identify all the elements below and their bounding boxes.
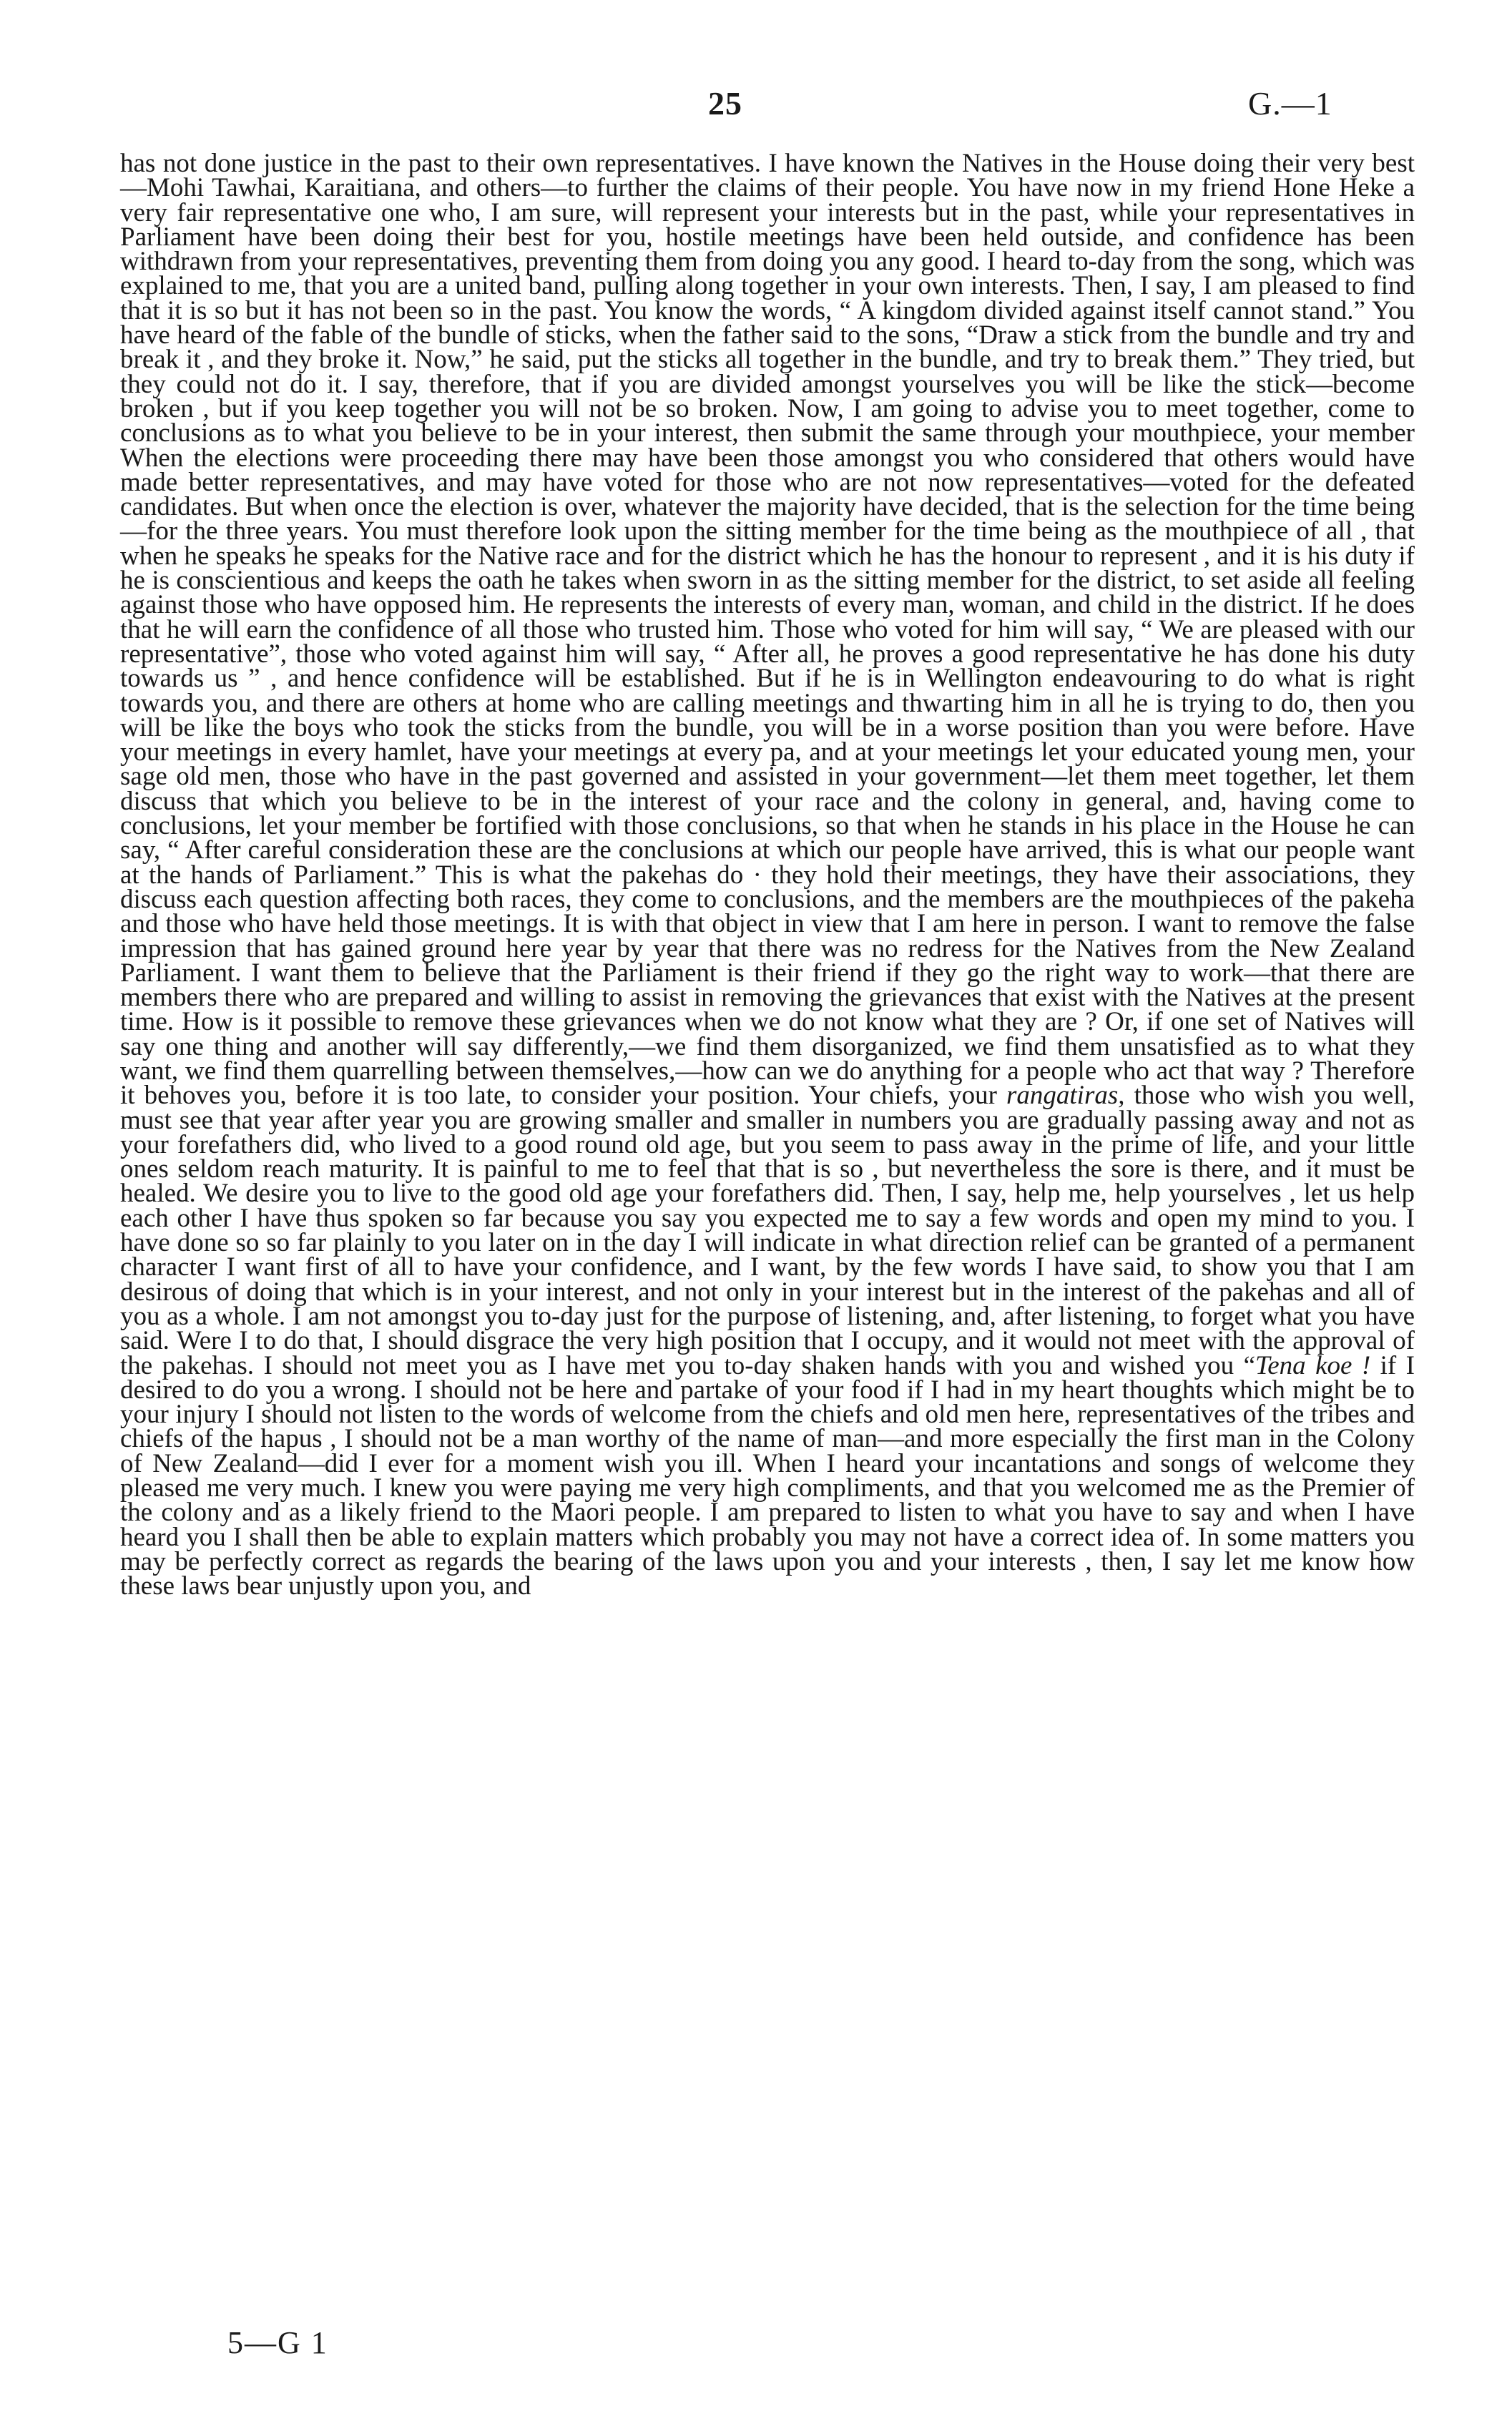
page-number: 25 <box>708 85 742 122</box>
printer-signature-mark: 5—G 1 <box>227 2325 328 2360</box>
body-segment-1: has not done justice in the past to their own representatives. I have known the Natives in the House doing their very best—Mohi Tawhai, Karaitiana, and others—to further the claims of their people. You have now in my friend Hone Heke a very fair representative one who, I am sure, will represent your interests but in the past, while your representatives in Parliament have been doing their best for you, hostile meetings have been held outside, and confidence has been withdrawn from your representatives, preventing them from doing you any good. I heard to-day from the song, which was explained to me, that you are a united band, pulling along together in your own interests. Then, I say, I am pleased to find that it is so but it has not been so in the past. You know the words, “ A kingdom divided against itself cannot stand.” You have heard of the fable of the bundle of sticks, when the father said to the sons, “Draw a stick from the bundle and try and break it , and they broke it. Now,” he said, put the sticks all together in the bundle, and try to break them.” They tried, but they could not do it. I say, therefore, that if you are divided amongst yourselves you will be like the stick—become broken , but if you keep together you will not be so broken. Now, I am going to advise you to meet together, come to conclusions as to what you believe to be in your interest, then submit the same through your mouthpiece, your member When the elections were proceeding there may have been those amongst you who considered that others would have made better representatives, and may have voted for those who are not now representatives—voted for the defeated candidates. But when once the election is over, whatever the majority have decided, that is the selection for the time being—for the three years. You must therefore look upon the sitting member for the time being as the mouthpiece of all , that when he speaks he speaks for the Native race and for the district which he has the honour to represent , and it is his duty if he is conscientious and keeps the oath he takes when sworn in as the sitting member for the district, to set aside all feeling against those who have opposed him. He represents the interests of every man, woman, and child in the district. If he does that he will earn the confidence of all those who trusted him. Those who voted for him will say, “ We are pleased with our representative”, those who voted against him will say, “ After all, he proves a good representative he has done his duty towards us ” , and hence confidence will be established. But if he is in Wellington endeavouring to do what is right towards you, and there are others at home who are calling meetings and thwarting him in all he is trying to do, then you will be like the boys who took the sticks from the bundle, you will be in a worse position than you were before. Have your meetings in every hamlet, have your meetings at every pa, and at your meetings let your educated young men, your sage old men, those who have in the past governed and assisted in your government—let them meet together, let them discuss that which you believe to be in the interest of your race and the colony in general, and, having come to conclusions, let your member be fortified with those conclusions, so that when he stands in his place in the House he can say, “ After careful consideration these are the conclusions at which our people have arrived, this is what our people want at the hands of Parliament.” This is what the pakehas do · they hold their meetings, they have their associations, they discuss each question affecting both races, they come to conclusions, and the members are the mouthpieces of the pakeha and those who have held those meetings. It is with that object in view that I am here in person. I want to remove the false impression that has gained ground here year by year that there was no redress for the Natives from the New Zealand Parliament. I want them to believe that the Parliament is their friend if they go the right way to work—that there are members there who are prepared and willing to assist in removing the grievances that exist with the Natives at the present time. How is it possible to remove these grievances when we do not know what they are ? Or, if one set of Natives will say one thing and another will say differently,—we find them disorganized, we find them unsatisfied as to what they want, we find them quarrelling between themselves,—how can we do anything for a people who act that way ? Therefore it behoves you, before it is too late, to consider your position. Your chiefs, your <box>120 149 1415 1111</box>
body-segment-2: those who wish you well, must see that year after year you are growing smaller and smaller in numbers you are gradually passing away and not as your forefathers did, who lived to a good round old age, but you seem to pass away in the prime of life, and your little ones seldom reach maturity. It is painful to me to feel that that is so , but nevertheless the sore is there, and it must be healed. We desire you to live to the good old age your forefathers did. Then, I say, help me, help yourselves , let us help each other I have thus spoken so far because you say you expected me to say a few words and open my mind to you. I have done so so far plainly to you later on in the day I will indicate in what direction relief can be granted of a permanent character I want first of all to have your confidence, and I want, by the few words I have said, to show you that I am desirous of doing that which is in your interest, and not only in your interest but in the interest of the pakehas and all of you as a whole. I am not amongst you to-day just for the purpose of listening, and, after listening, to forget what you have said. Were I to do that, I should disgrace the very high position that I occupy, and it would not meet with the approval of the pakehas. I should not meet you as I have met you to-day shaken hands with you and wished you “ <box>120 1081 1415 1380</box>
italic-rangatiras: rangatiras, <box>1006 1081 1125 1111</box>
italic-tena-koe: Tena koe ! <box>1255 1350 1371 1380</box>
body-segment-3: if I desired to do you a wrong. I should not be here and partake of your food if I had in my heart thoughts which might be to your injury I should not listen to the words of welcome from the chiefs and old men here, representatives of the tribes and chiefs of the hapus , I should not be a man worthy of the name of man—and more especially the first man in the Colony of New Zealand—did I ever for a moment wish you ill. When I heard your incantations and songs of welcome they pleased me very much. I knew you were paying me very high compliments, and that you welcomed me as the Premier of the colony and as a likely friend to the Maori people. I am prepared to listen to what you have to say and when I have heard you I shall then be able to explain matters which probably you may not have a correct idea of. In some matters you may be perfectly correct as regards the bearing of the laws upon you and your interests , then, I say let me know how these laws bear unjustly upon you, and <box>120 1350 1415 1601</box>
body-text <box>120 149 1415 1601</box>
document-reference: G.—1 <box>1248 85 1332 122</box>
